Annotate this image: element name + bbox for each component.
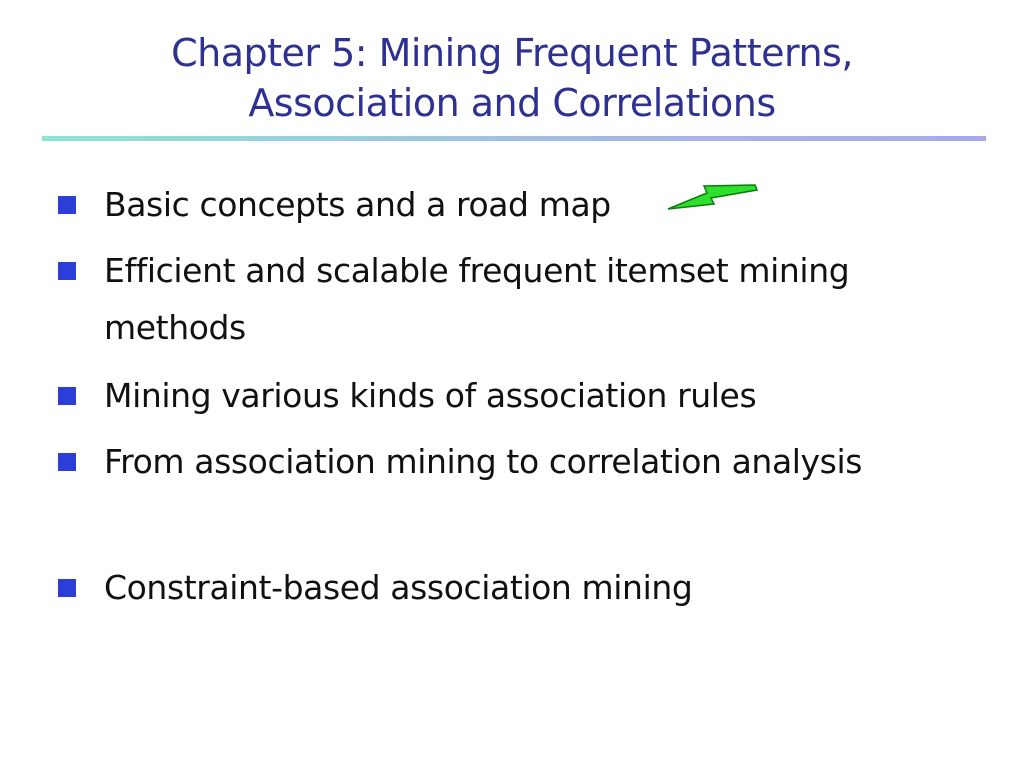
bullet-item: Basic concepts and a road map xyxy=(104,185,611,224)
bullet-item: Constraint-based association mining xyxy=(104,568,693,607)
bullet-square-icon xyxy=(58,453,76,471)
bullet-item: Mining various kinds of association rules xyxy=(104,376,757,415)
bullet-square-icon xyxy=(58,262,76,280)
bullet-square-icon xyxy=(58,387,76,405)
bullet-square-icon xyxy=(58,579,76,597)
bullet-item: From association mining to correlation analysis xyxy=(104,442,863,481)
bullet-item: Efficient and scalable frequent itemset mining methods xyxy=(104,251,850,347)
slide-title: Chapter 5: Mining Frequent Patterns, Association and Correlations xyxy=(171,31,853,125)
green-arrow-icon xyxy=(664,178,760,216)
bullet-square-icon xyxy=(58,196,76,214)
